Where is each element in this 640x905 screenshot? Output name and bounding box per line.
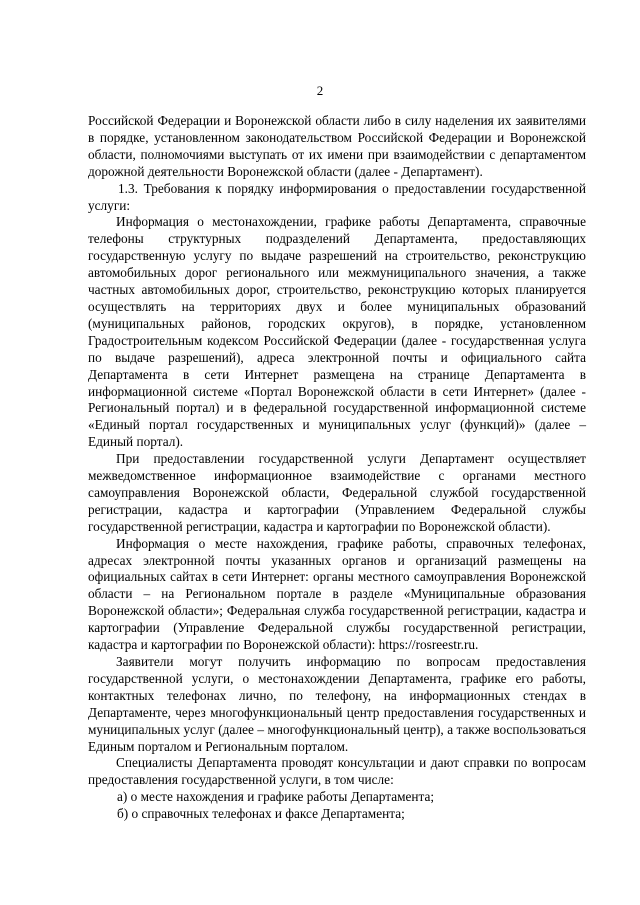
paragraph-section-1-3: 1.3. Требования к порядку информирования о предоставлении государственной услуги: bbox=[88, 180, 586, 213]
paragraph-continuation: Российской Федерации и Воронежской области либо в силу наделения их заявителями в порядке, установленном законодательством Российской Федерации и Воронежской области, полномочиями выступать от их имени при взаимодействии с департаментом дорожной деятельности Воронежской области (далее - Департамент). bbox=[88, 113, 586, 179]
paragraph-other-bodies: Информация о месте нахождения, графике работы, справочных телефонах, адресах электронной почты указанных органов и организаций размещены на официальных сайтах в сети Интернет: органы местного самоуправления Воронежской области – на Региональном портале в разделе «Муниципальные образования Воронежской области»; Федеральная служба государственной регистрации, кадастра и картографии (Управление Федеральной службы государственной регистрации, кадастра и картографии по Воронежской области): https://rosreestr.ru. bbox=[88, 535, 586, 653]
paragraph-applicants: Заявители могут получить информацию по вопросам предоставления государственной услуги, о местонахождении Департамента, графике его работы, контактных телефонах лично, по телефону, на информационных стендах в Департаменте, через многофункциональный центр предоставления государственных и муниципальных услуг (далее – многофункциональный центр), а также воспользоваться Единым порталом и Региональным порталом. bbox=[88, 654, 586, 754]
document-body bbox=[88, 113, 586, 823]
page-number: 2 bbox=[316, 83, 324, 98]
paragraph-specialists: Специалисты Департамента проводят консультации и дают справки по вопросам предоставления государственной услуги, в том числе: bbox=[88, 755, 586, 788]
paragraph-interagency: При предоставлении государственной услуги Департамент осуществляет межведомственное информационное взаимодействие с органами местного самоуправления Воронежской области, Федеральной службой государственной регистрации, кадастра и картографии (Управлением Федеральной службы государственной регистрации, кадастра и картографии по Воронежской области). bbox=[88, 451, 586, 534]
list-item-b: б) о справочных телефонах и факсе Департамента; bbox=[117, 806, 405, 822]
list-item-a: а) о месте нахождения и графике работы Департамента; bbox=[117, 789, 435, 805]
paragraph-info-location: Информация о местонахождении, графике работы Департамента, справочные телефоны структурных подразделений Департамента, предоставляющих государственную услугу по выдаче разрешений на строительство, реконструкцию автомобильных дорог регионального или межмуниципального значения, а также частных автомобильных дорог, строительство, реконструкцию которых планируется осуществлять на территориях двух и более муниципальных образований (муниципальных районов, городских округов), в порядке, установленном Градостроительным кодексом Российской Федерации (далее - государственная услуга по выдаче разрешений), адреса электронной почты и официального сайта Департамента в сети Интернет размещена на странице Департамента в информационной системе «Портал Воронежской области в сети Интернет» (далее - Региональный портал) и в федеральной государственной информационной системе «Единый портал государственных и муниципальных услуг (функций)» (далее – Единый портал). bbox=[88, 214, 586, 450]
